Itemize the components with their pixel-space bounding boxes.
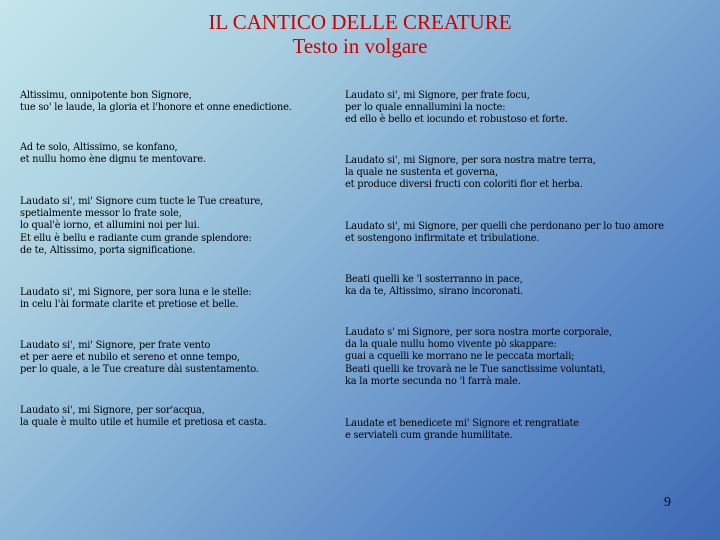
- verse-line: Laudato si', mi Signore, per sora luna e le stelle:: [20, 287, 252, 298]
- verse-line: Laudato si', mi Signore, per sora nostra matre terra,: [345, 155, 596, 166]
- verse-line: de te, Altissimo, porta significatione.: [20, 244, 196, 256]
- verse-line: tue so' le laude, la gloria et l'honore et onne enedictione.: [20, 102, 292, 114]
- left-stanza-4: [20, 287, 251, 311]
- verse-line: spetialmente messor lo frate sole,: [20, 208, 182, 220]
- verse-line: Laudato s' mi Signore, per sora nostra morte corporale,: [345, 327, 612, 338]
- verse-line: Laudato si', mi' Signore, per frate vento: [20, 340, 211, 351]
- verse-line: et per aere et nubilo et sereno et onne tempo,: [20, 352, 240, 364]
- verse-line: ka da te, Altissimo, sirano incoronati.: [345, 286, 523, 298]
- title-line-2: Testo in volgare: [292, 34, 428, 58]
- left-stanza-1: [20, 90, 292, 114]
- verse-line: la quale è multo utile et humile et pretiosa et casta.: [20, 417, 267, 429]
- slide-title: [0, 10, 720, 58]
- right-stanza-2: [345, 155, 596, 192]
- verse-line: la quale ne sustenta et governa,: [345, 167, 498, 179]
- verse-line: lo qual'è iorno, et allumini noi per lui.: [20, 220, 200, 232]
- verse-line: Laudato si', mi Signore, per frate focu,: [345, 90, 530, 101]
- verse-line: Beati quelli ke 'l sosterranno in pace,: [345, 274, 523, 285]
- right-stanza-3: [345, 221, 664, 245]
- page-number: 9: [664, 495, 671, 510]
- verse-line: per lo quale, a le Tue creature dài sustentamento.: [20, 364, 259, 376]
- verse-line: Laudate et benedicete mi' Signore et rengratiate: [345, 418, 579, 429]
- left-stanza-5: [20, 340, 259, 377]
- verse-line: in celu l'ài formate clarite et pretiose et belle.: [20, 299, 239, 311]
- right-stanza-6: [345, 418, 579, 442]
- verse-line: per lo quale ennallumini la nocte:: [345, 102, 506, 114]
- verse-line: Altissimu, onnipotente bon Signore,: [20, 90, 192, 101]
- verse-line: Et ellu è bellu e radiante cum grande splendore:: [20, 232, 252, 244]
- verse-line: Ad te solo, Altissimo, se konfano,: [20, 142, 178, 153]
- right-stanza-5: [345, 327, 612, 388]
- left-stanza-6: [20, 405, 266, 429]
- title-line-1: IL CANTICO DELLE CREATURE: [208, 10, 512, 34]
- left-stanza-3: [20, 196, 263, 257]
- verse-line: et sostengono infirmitate et tribulatione.: [345, 233, 540, 245]
- left-stanza-2: [20, 142, 206, 166]
- verse-line: et produce diversi fructi con coloriti fior et herba.: [345, 179, 583, 191]
- verse-line: ka la morte secunda no 'l farrà male.: [345, 375, 521, 387]
- verse-line: Laudato si', mi Signore, per sor'acqua,: [20, 405, 205, 416]
- verse-line: Laudato si', mi' Signore cum tucte le Tue creature,: [20, 196, 263, 207]
- verse-line: Beati quelli ke trovarà ne le Tue sanctissime voluntati,: [345, 363, 606, 375]
- verse-line: da la quale nullu homo vivente pò skappare:: [345, 339, 557, 351]
- verse-line: ed ello è bello et iocundo et robustoso et forte.: [345, 114, 568, 126]
- right-stanza-4: [345, 274, 523, 298]
- verse-line: e serviateli cum grande humilitate.: [345, 430, 513, 442]
- verse-line: et nullu homo ène dignu te mentovare.: [20, 154, 206, 166]
- verse-line: Laudato si', mi Signore, per quelli che perdonano per lo tuo amore: [345, 221, 664, 232]
- right-stanza-1: [345, 90, 568, 127]
- verse-line: guai a cquelli ke morrano ne le peccata mortali;: [345, 351, 575, 363]
